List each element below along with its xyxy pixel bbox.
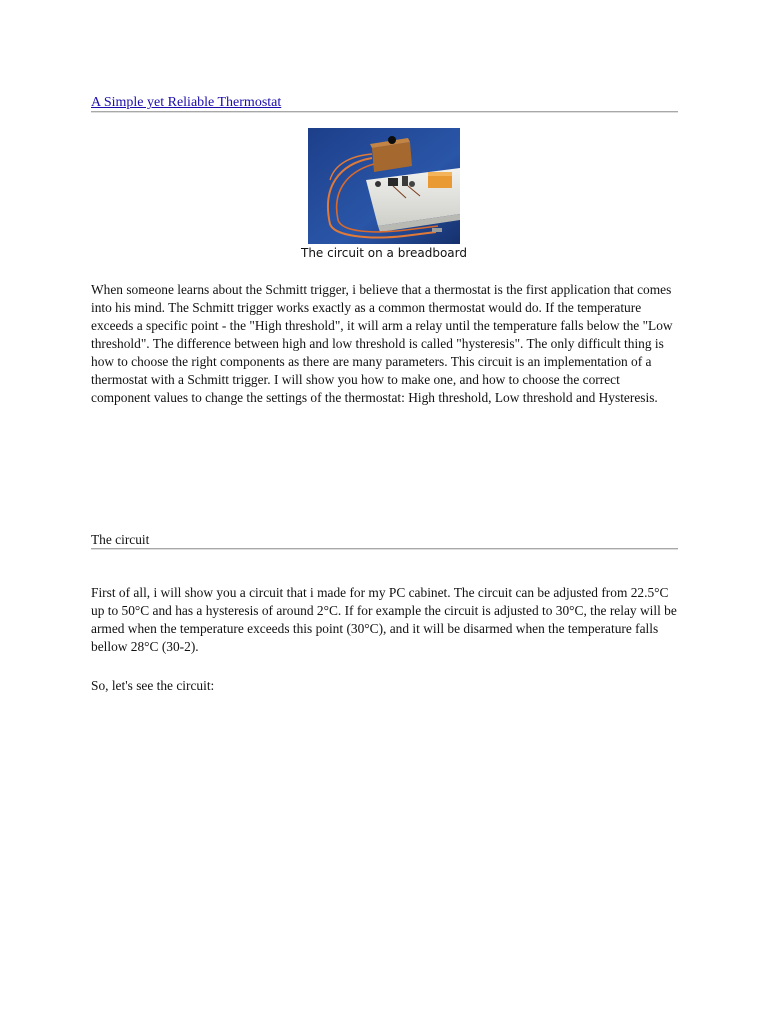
section-heading: The circuit — [91, 532, 150, 547]
breadboard-photo — [308, 128, 460, 244]
circuit-followup: So, let's see the circuit: — [91, 678, 215, 693]
article-title-link[interactable]: A Simple yet Reliable Thermostat — [91, 95, 282, 110]
figure-caption: The circuit on a breadboard — [300, 246, 467, 260]
title-divider — [91, 111, 678, 113]
circuit-paragraph: First of all, i will show you a circuit that i made for my PC cabinet. The circuit can be adjusted from 22.5°C up to 50°C and has a hysteresis of around 2°C. If for example the circuit is adjusted to 30°C, the relay will be armed when the temperature exceeds this point (30°C), and it will be disarmed when the temperature falls bellow 28°C (30-2). — [91, 585, 677, 654]
section-divider — [91, 548, 678, 550]
intro-paragraph: When someone learns about the Schmitt trigger, i believe that a thermostat is the first application that comes into his mind. The Schmitt trigger works exactly as a common thermostat would do. If the temperature exceeds a specific point - the "High threshold", it will arm a relay until the temperature falls below the "Low threshold". The difference between high and low threshold is called "hysteresis". The only difficult thing is how to choose the right components as there are many parameters. This circuit is an implementation of a thermostat with a Schmitt trigger. I will show you how to make one, and how to choose the correct component values to change the settings of the thermostat: High threshold, Low threshold and Hysteresis. — [91, 282, 673, 405]
